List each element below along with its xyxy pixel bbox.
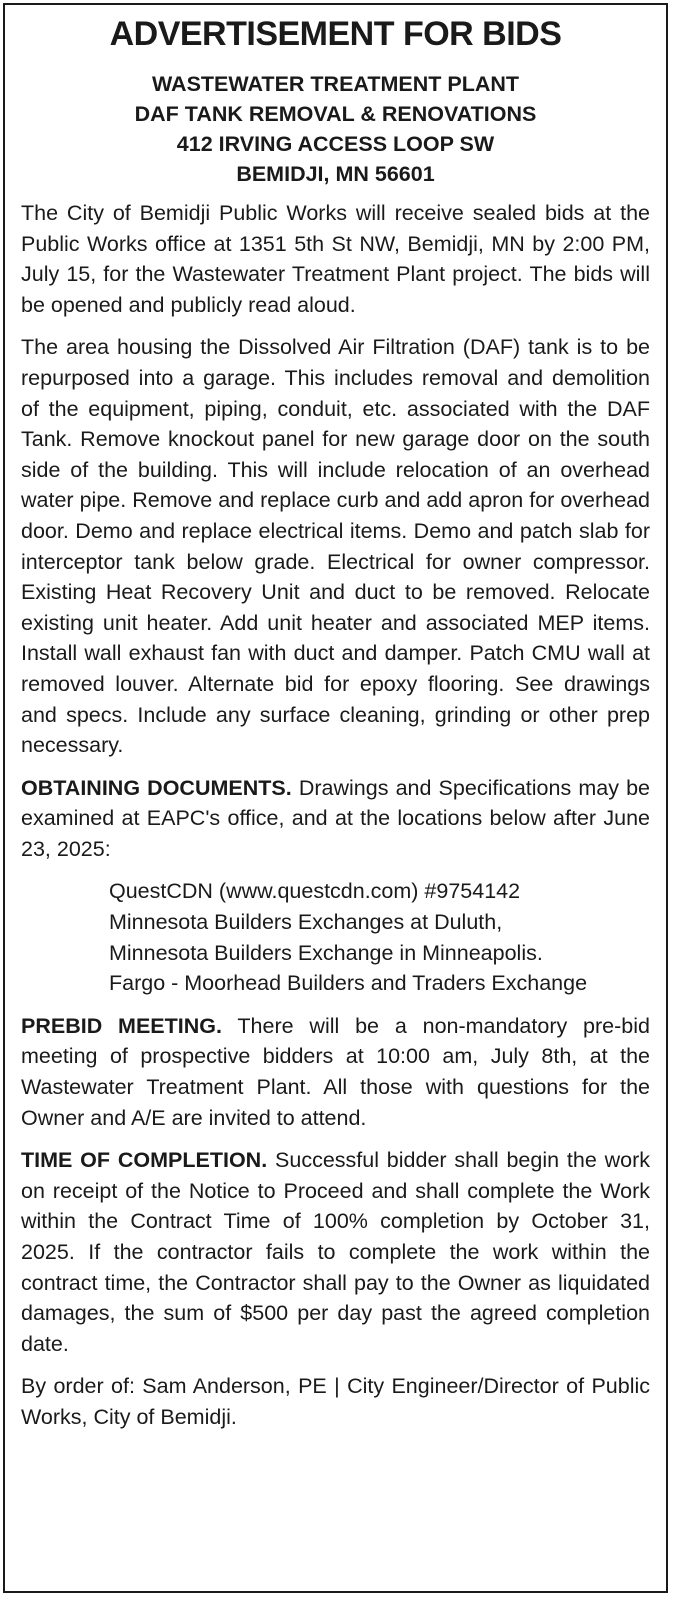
project-heading-line: WASTEWATER TREATMENT PLANT (151, 72, 520, 96)
prebid-meeting-heading: PREBID MEETING. (21, 1013, 222, 1038)
document-location-item: Fargo - Moorhead Builders and Traders Exchange (109, 971, 588, 996)
signoff-paragraph: By order of: Sam Anderson, PE | City Engineer/Director of Public Works, City of Bemidji. (21, 1374, 650, 1429)
intro-paragraph: The City of Bemidji Public Works will receive sealed bids at the Public Works office at 1351 5th St NW, Bemidji, MN by 2:00 PM, July 15, for the Wastewater Treatment Plant project. The bids will be opened and publicly read aloud. (21, 201, 650, 317)
prebid-meeting-paragraph (21, 1011, 650, 1133)
document-locations-list (21, 876, 650, 998)
prebid-meeting-text: There will be a non-mandatory pre-bid meeting of prospective bidders at 10:00 am, July 8th, at the Wastewater Treatment Plant. All those with questions for the Owner and A/E are invited to attend. (21, 1013, 650, 1130)
obtaining-documents-paragraph (21, 773, 650, 865)
project-heading (21, 69, 650, 189)
obtaining-documents-text: Drawings and Specifications may be examined at EAPC's office, and at the locations below after June 23, 2025: (21, 775, 650, 861)
advertisement-frame (3, 3, 668, 1593)
obtaining-documents-heading: OBTAINING DOCUMENTS. (21, 775, 292, 800)
project-heading-line: DAF TANK REMOVAL & RENOVATIONS (134, 102, 537, 126)
document-title: ADVERTISEMENT FOR BIDS (109, 15, 562, 53)
document-location-item: Minnesota Builders Exchange in Minneapolis. (109, 940, 543, 965)
scope-paragraph: The area housing the Dissolved Air Filtration (DAF) tank is to be repurposed into a garage. This includes removal and demolition of the equipment, piping, conduit, etc. associated with the DAF Tank. Remove knockout panel for new garage door on the south side of the building. This will include relocation of an overhead water pipe. Remove and replace curb and add apron for overhead door. Demo and replace electrical items. Demo and patch slab for interceptor tank below grade. Electrical for owner compressor. Existing Heat Recovery Unit and duct to be removed. Relocate existing unit heater. Add unit heater and associated MEP items. Install wall exhaust fan with duct and damper. Patch CMU wall at removed louver. Alternate bid for epoxy flooring. See drawings and specs. Include any surface cleaning, grinding or other prep necessary. (21, 335, 650, 758)
project-heading-line: 412 IRVING ACCESS LOOP SW (176, 132, 495, 156)
document-location-item: Minnesota Builders Exchanges at Duluth, (109, 910, 503, 935)
time-of-completion-heading: TIME OF COMPLETION. (21, 1148, 268, 1173)
time-of-completion-text: Successful bidder shall begin the work on receipt of the Notice to Proceed and shall complete the Work within the Contract Time of 100% completion by October 31, 2025. If the contractor fails to complete the work within the contract time, the Contractor shall pay to the Owner as liquidated damages, the sum of $500 per day past the agreed completion date. (21, 1148, 650, 1356)
project-heading-line: BEMIDJI, MN 56601 (236, 162, 435, 186)
time-of-completion-paragraph (21, 1145, 650, 1359)
document-location-item: QuestCDN (www.questcdn.com) #9754142 (109, 879, 521, 904)
